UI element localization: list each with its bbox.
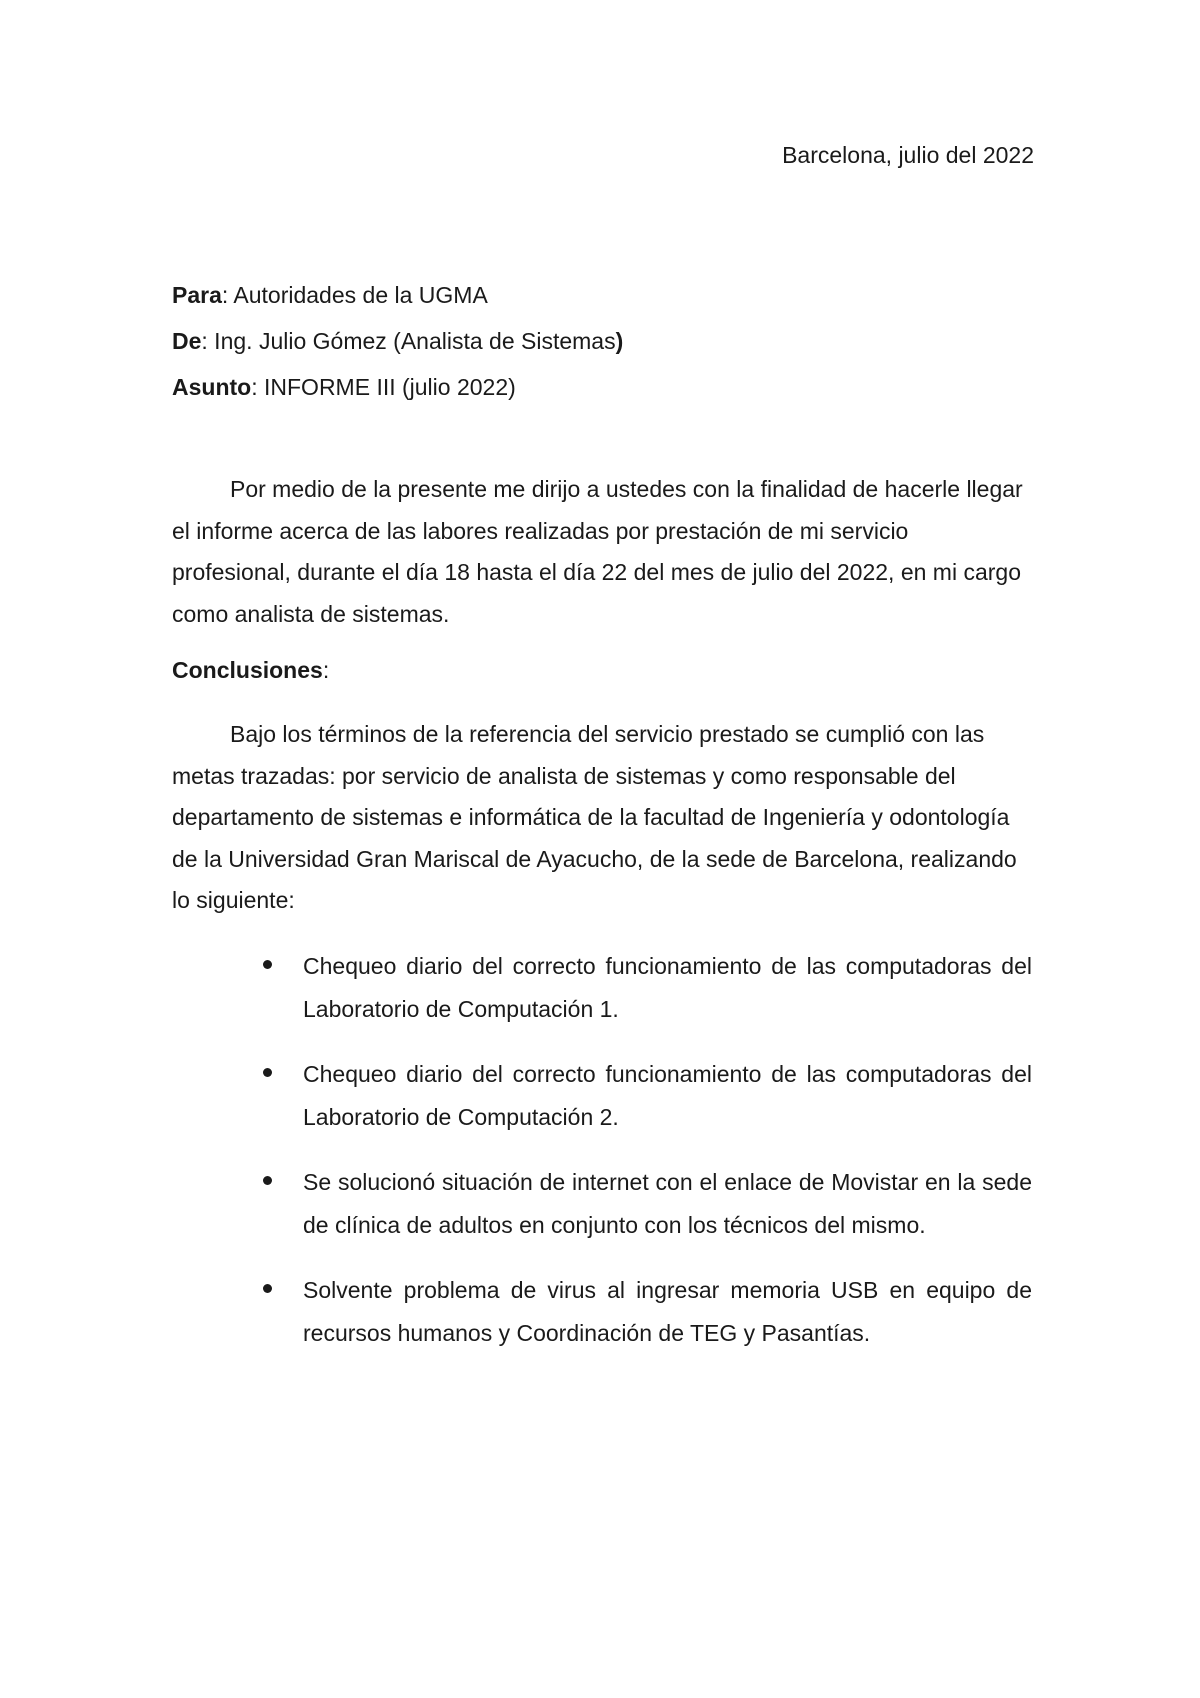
list-item-text: Chequeo diario del correcto funcionamiento de las computadoras del Laboratorio de Computación 1.: [303, 953, 1032, 1022]
list-item-text: Se solucionó situación de internet con el enlace de Movistar en la sede de clínica de adultos en conjunto con los técnicos del mismo.: [303, 1169, 1032, 1238]
from-label: De: [172, 328, 202, 354]
date-line: Barcelona, julio del 2022: [782, 142, 1034, 168]
bullet-icon: [263, 960, 272, 969]
conclusions-label: Conclusiones: [172, 657, 323, 683]
conclusions-paragraph: Bajo los términos de la referencia del servicio prestado se cumplió con las metas trazadas: por servicio de analista de sistemas y como responsable del departamento de sistemas e informática de la facultad de Ingeniería y odontología de la Universidad Gran Mariscal de Ayacucho, de la sede de Barcelona, realizando lo siguiente:: [172, 721, 1017, 913]
conclusions-heading: [172, 650, 1032, 692]
list-item: [172, 1053, 1032, 1139]
from-close: ): [615, 328, 624, 354]
to-line: [172, 280, 1032, 326]
intro-paragraph: Por medio de la presente me dirijo a ustedes con la finalidad de hacerle llegar el informe acerca de las labores realizadas por prestación de mi servicio profesional, durante el día 18 hasta el día 22 del mes de julio del 2022, en mi cargo como analista de sistemas.: [172, 476, 1023, 627]
from-line: [172, 326, 1032, 372]
to-label: Para: [172, 282, 222, 308]
memo-header: [172, 280, 1032, 418]
list-item: [172, 1161, 1032, 1247]
bullet-icon: [263, 1068, 272, 1077]
activities-list: [172, 945, 1032, 1377]
bullet-icon: [263, 1284, 272, 1293]
from-value: : Ing. Julio Gómez (Analista de Sistemas: [201, 328, 616, 354]
subject-line: [172, 372, 1032, 418]
list-item: [172, 1269, 1032, 1355]
subject-label: Asunto: [172, 374, 252, 400]
list-item-text: Solvente problema de virus al ingresar memoria USB en equipo de recursos humanos y Coordinación de TEG y Pasantías.: [303, 1277, 1032, 1346]
conclusions-colon: :: [322, 657, 330, 683]
list-item-text: Chequeo diario del correcto funcionamiento de las computadoras del Laboratorio de Computación 2.: [303, 1061, 1032, 1130]
list-item: [172, 945, 1032, 1031]
subject-value: : INFORME III (julio 2022): [251, 374, 516, 400]
bullet-icon: [263, 1176, 272, 1185]
to-value: : Autoridades de la UGMA: [221, 282, 488, 308]
